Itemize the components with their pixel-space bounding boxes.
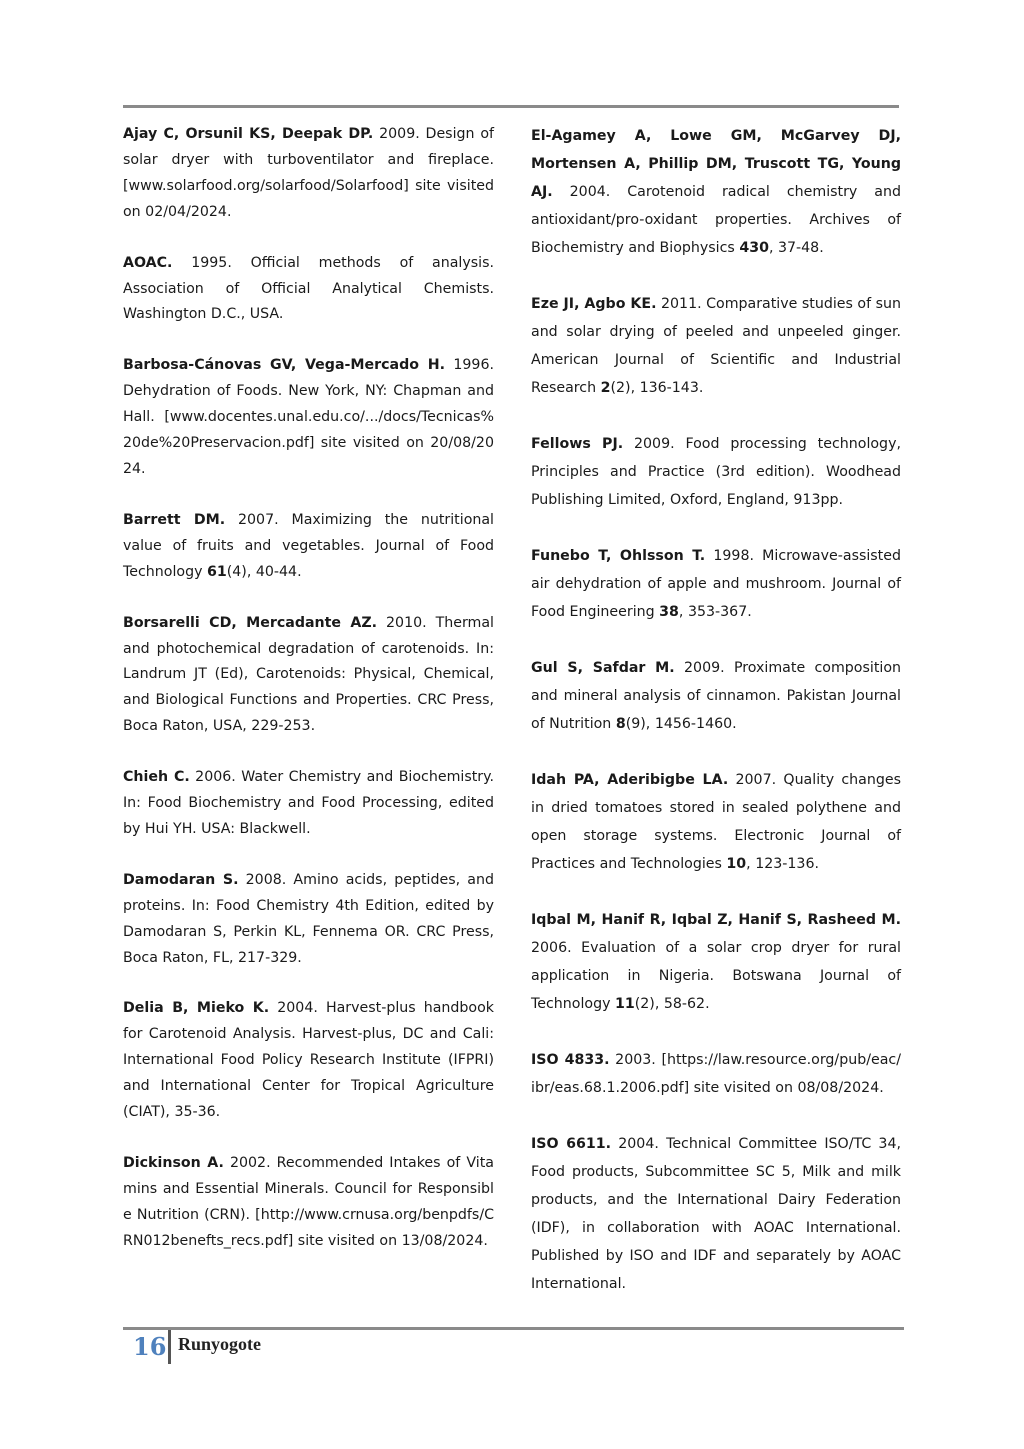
reference-entry: [123, 765, 494, 843]
reference-authors: Eze JI, Agbo KE.: [531, 296, 657, 312]
references-column-left: [123, 122, 494, 1280]
reference-volume: 430: [739, 240, 769, 256]
reference-details: 2006. Evaluation of a solar crop dryer for rural application in Nigeria. Botswana Journal of Technology: [531, 940, 901, 1012]
reference-authors: ISO 4833.: [531, 1052, 610, 1068]
reference-entry: [531, 766, 901, 878]
reference-entry: [123, 996, 494, 1126]
reference-authors: Funebo T, Ohlsson T.: [531, 548, 706, 564]
reference-entry: [123, 508, 494, 586]
reference-authors: El-Agamey A, Lowe GM, McGarvey DJ, Mortensen A, Phillip DM, Truscott TG, Young AJ.: [531, 128, 901, 200]
reference-details: 2004. Carotenoid radical chemistry and antioxidant/pro-oxidant properties. Archives of Biochemistry and Biophysics: [531, 184, 901, 256]
reference-details: 2010. Thermal and photochemical degradation of carotenoids. In: Landrum JT (Ed), Carotenoids: Physical, Chemical, and Biological Functions and Properties. CRC Press, Boca Raton, USA, 229-253.: [123, 614, 494, 735]
reference-volume: 61: [206, 563, 227, 580]
reference-authors: AOAC.: [123, 254, 173, 271]
reference-details: 2006. Water Chemistry and Biochemistry. In: Food Biochemistry and Food Processing, edited by Hui YH. USA: Blackwell.: [123, 769, 494, 837]
reference-entry: [531, 654, 901, 738]
header-rule: [123, 105, 899, 108]
reference-entry: [123, 122, 494, 226]
reference-details: 2008. Amino acids, peptides, and proteins. In: Food Chemistry 4th Edition, edited by Damodaran S, Perkin KL, Fennema OR. CRC Press, Boca Raton, FL, 217-329.: [123, 871, 494, 966]
reference-details: 2009. Proximate composition and mineral analysis of cinnamon. Pakistan Journal of Nutrition: [531, 660, 901, 732]
reference-details: 2004. Harvest-plus handbook for Carotenoid Analysis. Harvest-plus, DC and Cali: International Food Policy Research Institute (IFPRI) and International Center for Tropical Agriculture (CIAT), 35-36.: [123, 1000, 494, 1121]
reference-entry: [531, 122, 901, 262]
reference-entry: [123, 251, 494, 329]
running-head: Runyogote: [178, 1334, 262, 1354]
reference-details: 2009. Food processing technology, Principles and Practice (3rd edition). Woodhead Publishing Limited, Oxford, England, 913pp.: [531, 436, 901, 508]
reference-entry: [123, 353, 494, 483]
reference-authors: Idah PA, Aderibigbe LA.: [531, 772, 729, 788]
reference-authors: ISO 6611.: [531, 1136, 612, 1152]
reference-volume: 11: [614, 996, 635, 1012]
footer-divider: [168, 1330, 171, 1364]
reference-pages: , 37-48.: [768, 240, 824, 256]
reference-details: 2007. Quality changes in dried tomatoes stored in sealed polythene and open storage systems. Electronic Journal of Practices and Technologies: [531, 772, 901, 872]
reference-details: 2007. Maximizing the nutritional value of fruits and vegetables. Journal of Food Technology: [123, 511, 494, 580]
reference-details: 2009. Design of solar dryer with turboventilator and fireplace. [www.solarfood.org/solarfood/Solarfood] site visited on 02/04/2024.: [123, 126, 494, 220]
reference-authors: Iqbal M, Hanif R, Iqbal Z, Hanif S, Rasheed M.: [531, 912, 901, 928]
reference-authors: Barbosa-Cánovas GV, Vega-Mercado H.: [123, 357, 446, 374]
reference-entry: [531, 290, 901, 402]
reference-authors: Chieh C.: [123, 769, 190, 786]
reference-entry: [531, 542, 901, 626]
reference-pages: , 353-367.: [678, 604, 752, 620]
reference-authors: Fellows PJ.: [531, 436, 624, 452]
reference-pages: (2), 58-62.: [634, 996, 710, 1012]
reference-authors: Gul S, Safdar M.: [531, 660, 675, 676]
reference-volume: 38: [659, 604, 679, 620]
reference-entry: [123, 1151, 494, 1255]
reference-volume: 8: [615, 716, 626, 732]
references-column-right: [531, 122, 901, 1326]
page-number: 16: [133, 1332, 167, 1361]
reference-volume: 10: [726, 856, 747, 872]
reference-authors: Borsarelli CD, Mercadante AZ.: [123, 614, 378, 631]
reference-details: 2004. Technical Committee ISO/TC 34, Food products, Subcommittee SC 5, Milk and milk products, and the International Dairy Federation (IDF), in collaboration with AOAC International. Published by ISO and IDF and separately by AOAC International.: [531, 1136, 901, 1292]
reference-entry: [531, 430, 901, 514]
reference-details: 2003. [https://law.resource.org/pub/eac/ibr/eas.68.1.2006.pdf] site visited on 08/08/2024.: [531, 1052, 902, 1096]
reference-entry: [531, 1046, 901, 1102]
reference-authors: Ajay C, Orsunil KS, Deepak DP.: [123, 126, 374, 142]
reference-entry: [123, 868, 494, 972]
reference-pages: , 123-136.: [746, 856, 819, 872]
reference-volume: 2: [600, 380, 611, 396]
reference-authors: Delia B, Mieko K.: [123, 1000, 270, 1017]
footer-rule: [123, 1327, 904, 1330]
reference-details: 1995. Official methods of analysis. Association of Official Analytical Chemists. Washington D.C., USA.: [123, 254, 494, 323]
reference-details: 1998. Microwave-assisted air dehydration of apple and mushroom. Journal of Food Engineering: [531, 548, 901, 620]
reference-entry: [531, 906, 901, 1018]
reference-authors: Damodaran S.: [123, 871, 239, 888]
reference-details: 2011. Comparative studies of sun and solar drying of peeled and unpeeled ginger. American Journal of Scientific and Industrial Research: [531, 296, 901, 396]
reference-details: 2002. Recommended Intakes of Vitamins and Essential Minerals. Council for Responsible Nutrition (CRN). [http://www.crnusa.org/benpdfs/CRN012benefts_recs.pdf] site visited on 13/08/2024.: [123, 1155, 494, 1249]
reference-authors: Barrett DM.: [123, 511, 226, 528]
reference-authors: Dickinson A.: [123, 1155, 224, 1171]
reference-pages: (4), 40-44.: [226, 563, 302, 580]
reference-entry: [123, 611, 494, 741]
reference-entry: [531, 1130, 901, 1298]
reference-pages: (9), 1456-1460.: [625, 716, 737, 732]
reference-pages: (2), 136-143.: [610, 380, 704, 396]
reference-details: 1996. Dehydration of Foods. New York, NY: Chapman and Hall. [www.docentes.unal.edu.co/.../docs/Tecnicas%20de%20Preservacion.pdf] site visited on 20/08/2024.: [123, 357, 494, 477]
